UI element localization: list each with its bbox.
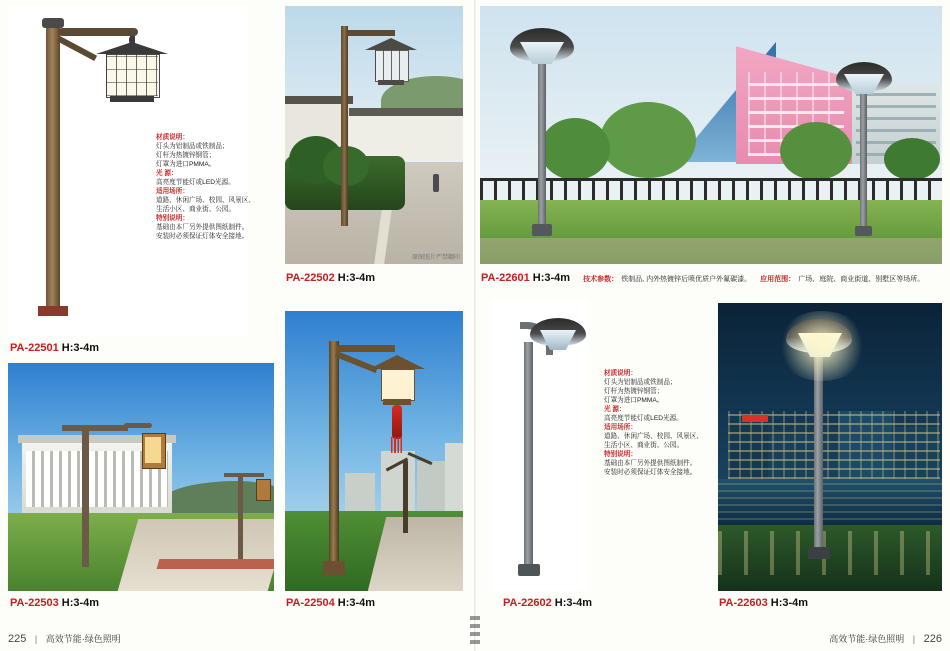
spec-light-line-0: 高亮度节能灯或LED光源。 — [604, 415, 683, 422]
post-base — [323, 561, 345, 575]
footer-left: 225 | 高效节能·绿色照明 — [8, 633, 121, 645]
lamp-post — [524, 342, 533, 570]
red-tassel-fringe — [391, 437, 403, 453]
product-illustration-pa-22602 — [492, 300, 588, 590]
caption-pa-22601 — [481, 272, 924, 284]
lantern-bottom — [378, 80, 404, 85]
post-base-2 — [855, 226, 872, 236]
spec-title-light: 光 源： — [604, 406, 626, 413]
caption-pa-22602: PA-22602 H:3-4m — [503, 597, 593, 609]
page-number-left: 225 — [8, 633, 27, 645]
lantern-2 — [256, 479, 271, 501]
lamp-post — [46, 24, 60, 312]
spec-title-special: 特别说明： — [604, 451, 637, 458]
caption-pa-22504: PA-22504 H:3-4m — [286, 597, 376, 609]
inline-spec-label-1: 技术参数： — [583, 276, 619, 283]
red-sign — [742, 415, 768, 422]
product-photo-pa-22503 — [8, 363, 274, 591]
lamp-glow — [776, 311, 868, 381]
willow-2 — [540, 118, 610, 180]
spec-title-use: 适用场所： — [156, 188, 189, 195]
lantern-bottom — [110, 96, 154, 102]
spec-title-special: 特别说明： — [156, 215, 189, 222]
lantern-finial — [129, 36, 135, 44]
water-reflection — [718, 479, 942, 527]
spec-use-line-1: 生活小区、商业街、公园。 — [604, 442, 684, 449]
spec-special-line-0: 基础由本厂另外提供图纸制件。 — [156, 224, 249, 231]
caption-pa-22601-text: PA-22601 H:3-4m — [481, 272, 571, 284]
spec-material-line-1: 灯杆为热镀锌钢管； — [156, 152, 216, 159]
lamp-post-2 — [860, 84, 867, 230]
lamp-arm — [58, 28, 138, 36]
spec-material-line-2: 灯罩为进口PMMA。 — [156, 161, 216, 168]
lamp-post — [341, 26, 348, 226]
lantern-grid — [375, 50, 407, 80]
spec-special-line-1: 安装时必须保证灯体安全接地。 — [156, 233, 249, 240]
spec-title-material: 材质说明： — [604, 370, 637, 377]
shrub-right — [884, 138, 940, 180]
spec-title-material: 材质说明： — [156, 134, 189, 141]
city-block-3 — [445, 443, 463, 521]
lamp-arm — [337, 345, 395, 352]
spec-material-line-1: 灯杆为热镀锌钢管； — [604, 388, 664, 395]
product-photo-pa-22502 — [285, 6, 463, 264]
hanger-1 — [124, 423, 152, 428]
willow-3 — [780, 122, 852, 180]
cross-arm-2 — [224, 473, 264, 477]
inline-spec-text-1: 铁制品, 内外热镀锌后喷优质户外氟碳漆。 — [621, 276, 752, 283]
post-base — [808, 547, 830, 559]
lamp-arm-brace — [57, 36, 97, 61]
footer-right: 高效节能·绿色照明 | 226 — [829, 633, 942, 645]
binding-mark — [470, 612, 480, 644]
caption-pa-22603: PA-22603 H:3-4m — [719, 597, 809, 609]
spec-material-line-2: 灯罩为进口PMMA。 — [604, 397, 664, 404]
product-photo-pa-22601 — [480, 6, 942, 264]
spec-title-light: 光 源： — [156, 170, 178, 177]
caption-pa-22501: PA-22501 H:3-4m — [10, 342, 100, 354]
red-tassel — [392, 405, 402, 439]
footer-text-left: 高效节能·绿色照明 — [45, 634, 121, 644]
lawn-lights — [718, 531, 942, 575]
product-photo-pa-22603 — [718, 303, 942, 591]
lawn-path — [480, 238, 942, 264]
spec-title-use: 适用场所： — [604, 424, 637, 431]
page-gutter — [474, 0, 476, 651]
lamp-arm — [347, 30, 395, 36]
spec-use-line-0: 道路、休闲广场、校园、风景区、 — [156, 197, 255, 204]
spec-material-line-0: 灯头为铝制品或铁制品； — [156, 143, 229, 150]
lantern-1-glow — [145, 437, 161, 463]
lamp-post-1 — [82, 425, 89, 567]
spec-block-left — [156, 133, 274, 241]
spec-use-line-1: 生活小区、商业街、公园。 — [156, 206, 236, 213]
spec-use-line-0: 道路、休闲广场、校园、风景区、 — [604, 433, 703, 440]
inline-spec-label-2: 应用范围： — [760, 276, 796, 283]
post-cap — [42, 18, 64, 28]
pedestrian — [433, 174, 439, 192]
lamp-post-2 — [238, 473, 243, 559]
caption-pa-22503: PA-22503 H:3-4m — [10, 597, 100, 609]
spec-block-right — [604, 369, 722, 477]
inline-spec-text-2: 广场、庭院、商业街道、别墅区等场所。 — [798, 276, 925, 283]
spec-light-line-0: 高亮度节能灯或LED光源。 — [156, 179, 235, 186]
caption-pa-22502: PA-22502 H:3-4m — [286, 272, 376, 284]
footer-text-right: 高效节能·绿色照明 — [829, 634, 905, 644]
photo-watermark: 原图照片严禁翻印 — [411, 255, 460, 261]
lamp-post — [329, 341, 339, 567]
willow-1 — [600, 102, 696, 178]
product-photo-pa-22504 — [285, 311, 463, 591]
post-base-1 — [532, 224, 552, 236]
paved-walk — [118, 519, 274, 591]
wall-roof — [341, 108, 463, 116]
lantern-grid — [106, 54, 158, 96]
page-number-right: 226 — [923, 633, 942, 645]
spec-special-line-0: 基础由本厂另外提供图纸制件。 — [604, 460, 697, 467]
post-base — [38, 306, 68, 316]
tree-trunk — [403, 461, 408, 533]
flower-bed — [157, 559, 274, 569]
spec-special-line-1: 安装时必须保证灯体安全接地。 — [604, 469, 697, 476]
cross-arm-1 — [62, 425, 128, 431]
lantern-body — [381, 369, 415, 401]
lamp-post-1 — [538, 54, 546, 230]
spec-material-line-0: 灯头为铝制品或铁制品； — [604, 379, 677, 386]
post-base — [518, 564, 540, 576]
